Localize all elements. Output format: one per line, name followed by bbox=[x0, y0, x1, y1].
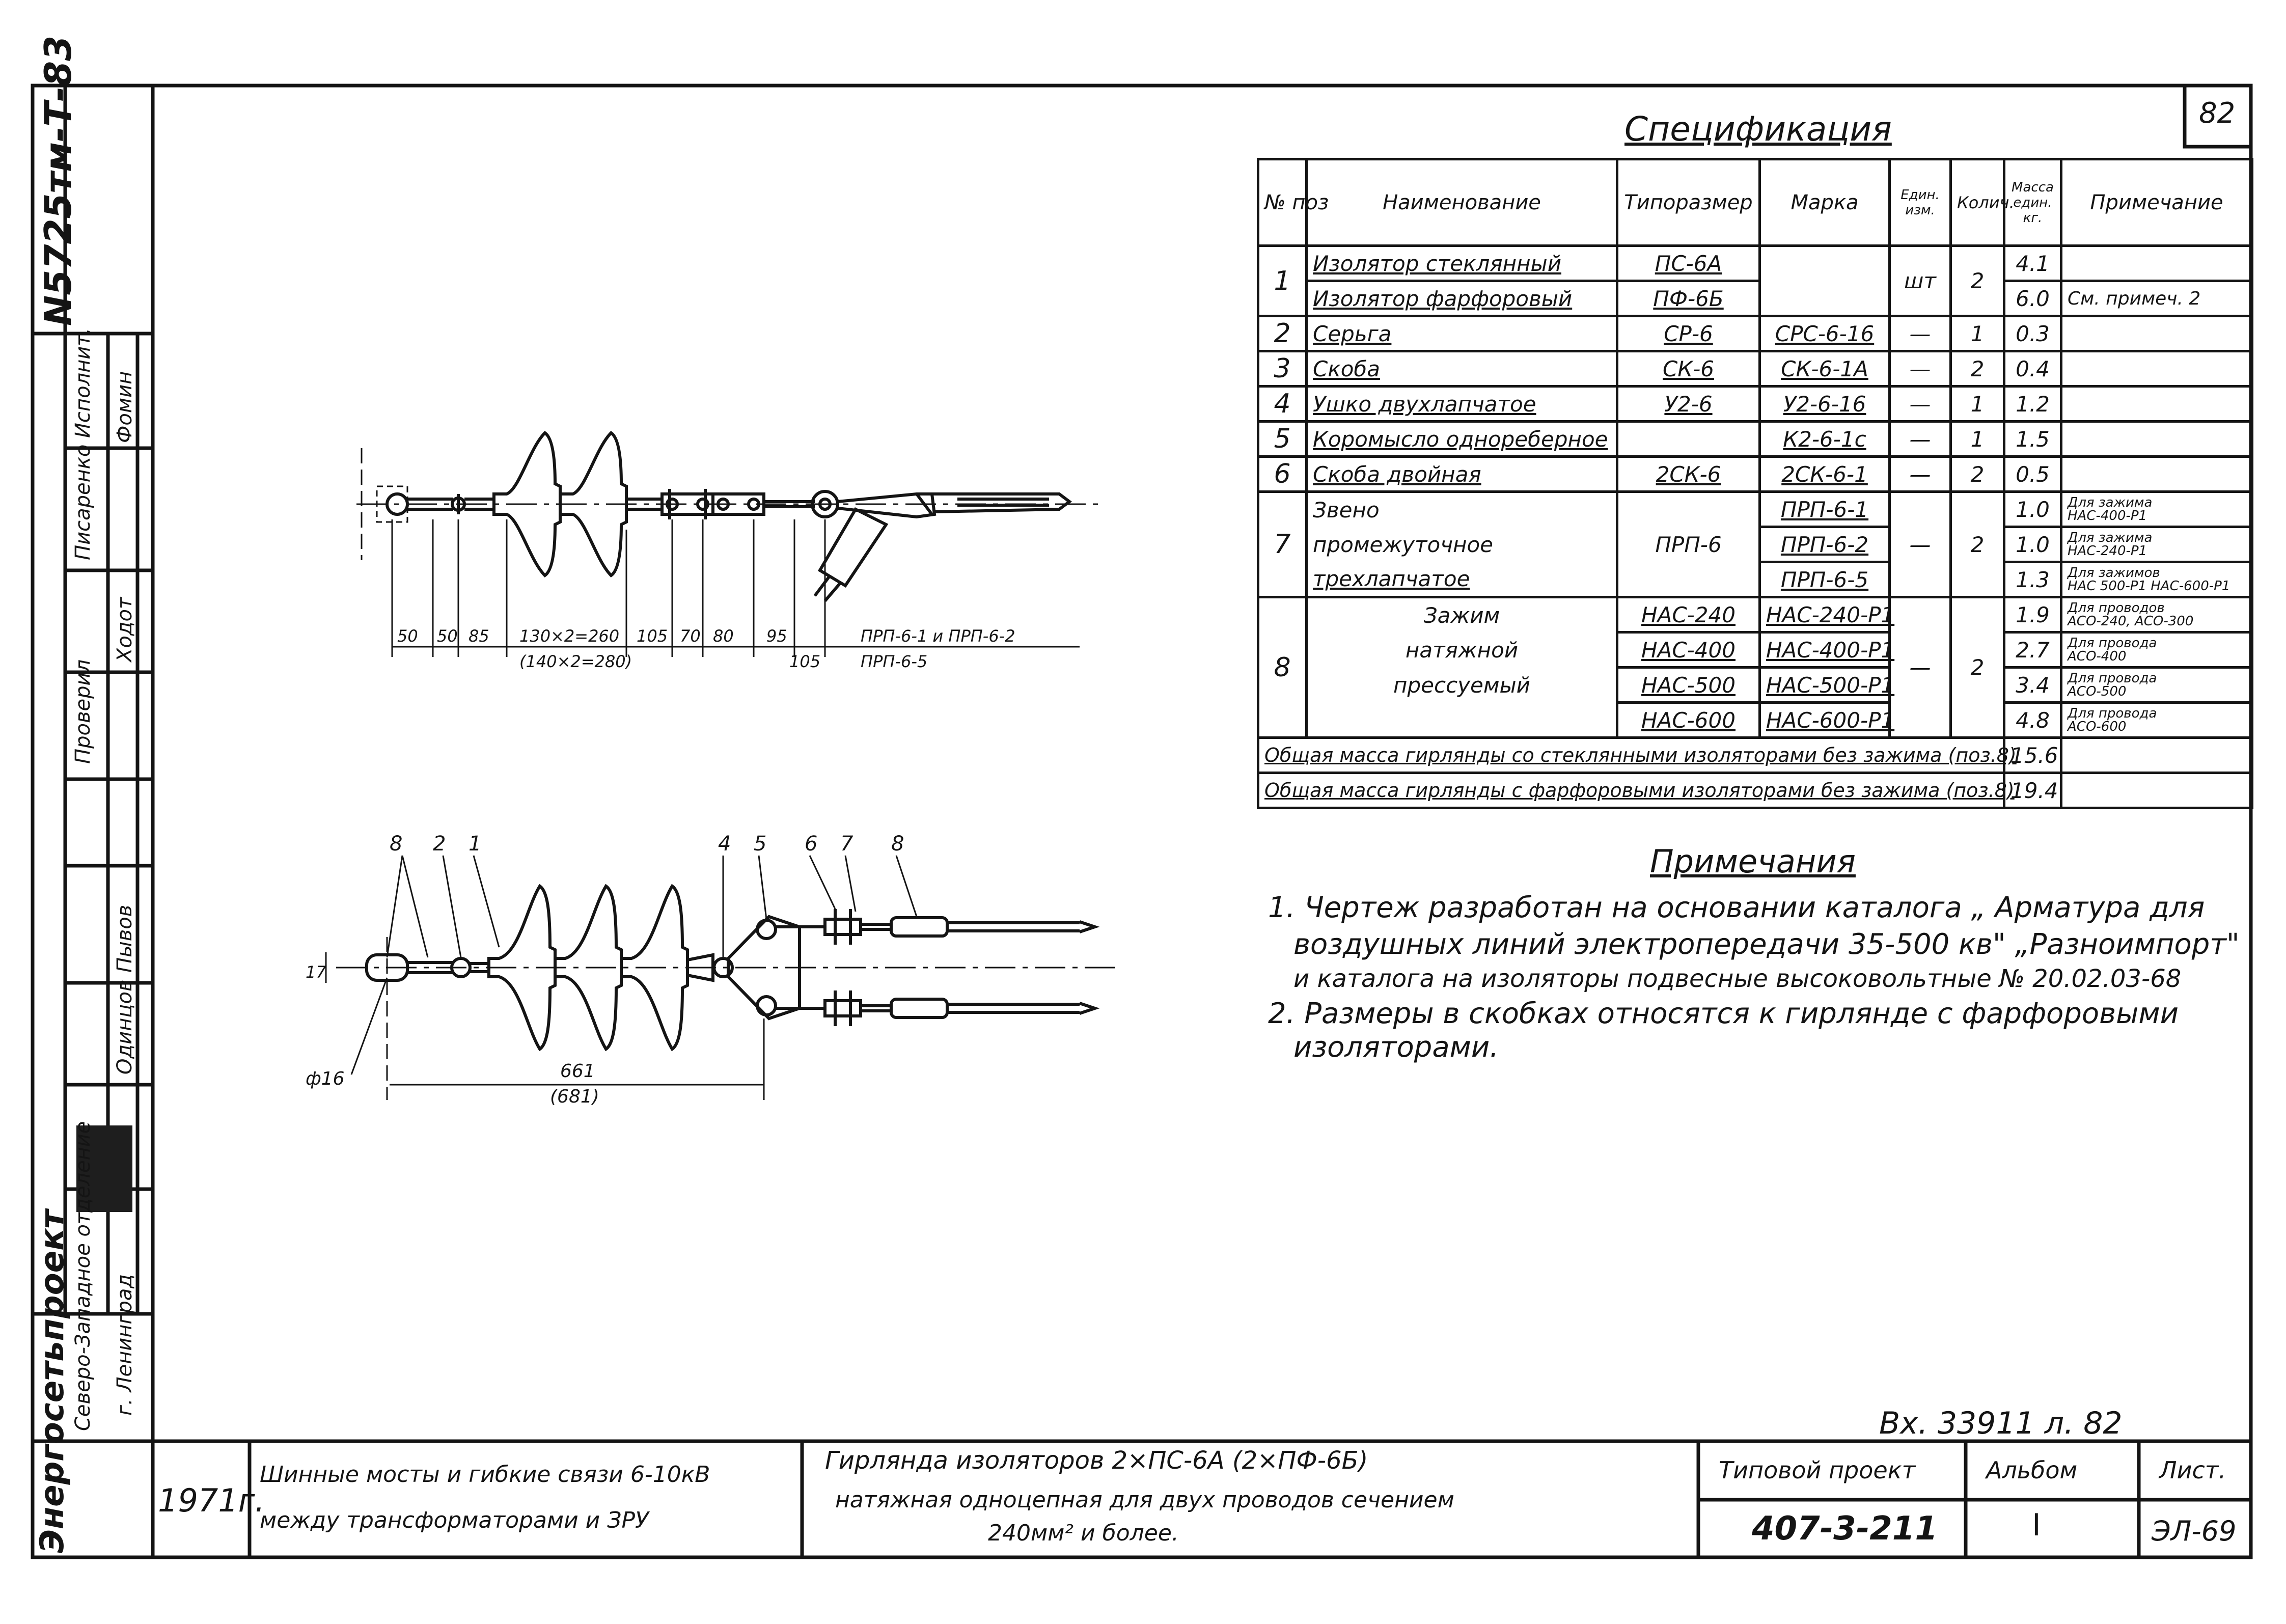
sheet-number: 82 bbox=[2199, 97, 2236, 130]
diameter-label: ф16 bbox=[306, 1068, 345, 1089]
note-7c bbox=[2061, 562, 2252, 597]
note-2-line-1: 2. Размеры в скобках относятся к гирлянде с фарфоровыми bbox=[1268, 997, 2179, 1030]
mass-3: 0.4 bbox=[2004, 351, 2061, 387]
org-city: г. Ленинград bbox=[113, 1274, 136, 1416]
qty-8: 2 bbox=[1951, 597, 2004, 738]
label-prp-65: ПРП-6-5 bbox=[861, 652, 928, 671]
total-porcelain-label: Общая масса гирлянды с фарфоровыми изоляторами без зажима (поз.8) bbox=[1258, 773, 2004, 808]
mass-5: 1.5 bbox=[2004, 422, 2061, 457]
mark-7a: ПРП-6-1 bbox=[1760, 492, 1890, 527]
dim-vertical: 17 bbox=[306, 962, 326, 982]
name-7c: трехлапчатое bbox=[1307, 562, 1617, 597]
total-porcelain-note bbox=[2061, 773, 2252, 808]
table-row bbox=[1258, 492, 2252, 527]
table-row bbox=[1258, 422, 2252, 457]
total-porcelain-value: 19.4 bbox=[2004, 773, 2061, 808]
size-6: 2СК-6 bbox=[1617, 457, 1760, 492]
mark-7b: ПРП-6-2 bbox=[1760, 527, 1890, 562]
name-8a: Зажим bbox=[1307, 597, 1617, 632]
stamp-role-1: Исполнит. bbox=[71, 327, 95, 438]
note-7a bbox=[2061, 492, 2252, 527]
callout-8a: 8 bbox=[390, 832, 403, 856]
unit-1: шт bbox=[1890, 246, 1951, 316]
dim-top-10: 105 bbox=[789, 652, 821, 671]
note-8c-l1: Для провода bbox=[2068, 671, 2157, 686]
pos-2: 2 bbox=[1258, 316, 1307, 351]
dim-top-1: 50 bbox=[397, 626, 418, 646]
unit-3: — bbox=[1890, 351, 1951, 387]
total-row-porcelain bbox=[1258, 773, 2252, 808]
dim-top-9: 95 bbox=[766, 626, 787, 646]
mass-7b: 1.0 bbox=[2004, 527, 2061, 562]
mass-6: 0.5 bbox=[2004, 457, 2061, 492]
archive-number: N5725тм-Т-83 bbox=[37, 35, 79, 326]
note-8b-l2: АСО-400 bbox=[2068, 649, 2127, 664]
dim-top-4: 130×2=260 bbox=[519, 626, 620, 646]
project-code: 407-3-211 bbox=[1752, 1510, 1938, 1548]
note-7c-l1: Для зажимов bbox=[2068, 565, 2160, 581]
stamp-role-3: Ходот bbox=[113, 597, 136, 662]
qty-2: 1 bbox=[1951, 316, 2004, 351]
dim-top-7: 70 bbox=[680, 626, 701, 646]
inventory-note: Вх. 33911 л. 82 bbox=[1879, 1406, 2123, 1441]
sheet-code: ЭЛ-69 bbox=[2152, 1515, 2237, 1547]
callout-5: 5 bbox=[754, 832, 767, 856]
qty-1: 2 bbox=[1951, 246, 2004, 316]
note-1-line-2: воздушных линий электропередачи 35-500 кв" „Разноимпорт" bbox=[1293, 928, 2240, 961]
note-8a-l1: Для проводов bbox=[2068, 600, 2165, 616]
length-alt-label: (681) bbox=[550, 1086, 599, 1107]
note-8a-l2: АСО-240, АСО-300 bbox=[2068, 614, 2194, 629]
mark-5: К2-6-1с bbox=[1760, 422, 1890, 457]
unit-4: — bbox=[1890, 387, 1951, 422]
note-8d-l1: Для провода bbox=[2068, 706, 2157, 721]
header-unit: Един. изм. bbox=[1890, 159, 1951, 246]
mark-8b: НАС-400-Р1 bbox=[1760, 632, 1890, 668]
qty-5: 1 bbox=[1951, 422, 2004, 457]
pos-6: 6 bbox=[1258, 457, 1307, 492]
pos-1: 1 bbox=[1258, 246, 1307, 316]
pos-7: 7 bbox=[1258, 492, 1307, 597]
length-label: 661 bbox=[560, 1061, 595, 1082]
notes-title: Примечания bbox=[1650, 843, 1856, 880]
note-2-line-2: изоляторами. bbox=[1293, 1031, 1499, 1064]
note-6 bbox=[2061, 457, 2252, 492]
unit-5: — bbox=[1890, 422, 1951, 457]
pos-3: 3 bbox=[1258, 351, 1307, 387]
spec-header-row bbox=[1258, 159, 2252, 246]
insulator-string-side-view bbox=[285, 825, 1151, 1151]
header-name: Наименование bbox=[1307, 159, 1617, 246]
qty-3: 2 bbox=[1951, 351, 2004, 387]
note-1a bbox=[2061, 246, 2252, 281]
callout-1: 1 bbox=[469, 832, 482, 856]
size-3: СК-6 bbox=[1617, 351, 1760, 387]
org-name: Энергосетьпроект bbox=[34, 1209, 71, 1553]
mass-4: 1.2 bbox=[2004, 387, 2061, 422]
header-qty: Колич. bbox=[1951, 159, 2004, 246]
name-7b: промежуточное bbox=[1307, 527, 1617, 562]
mark-8a: НАС-240-Р1 bbox=[1760, 597, 1890, 632]
size-4: У2-6 bbox=[1617, 387, 1760, 422]
drawing-title-line-1: Гирлянда изоляторов 2×ПС-6А (2×ПФ-6Б) bbox=[825, 1446, 1368, 1475]
header-mark: Марка bbox=[1760, 159, 1890, 246]
drawing-title-line-2: натяжная одноцепная для двух проводов сечением bbox=[835, 1487, 1454, 1513]
name-4: Ушко двухлапчатое bbox=[1307, 387, 1617, 422]
year: 1971г. bbox=[158, 1482, 265, 1519]
spec-table bbox=[1257, 158, 2253, 809]
mass-8c: 3.4 bbox=[2004, 668, 2061, 703]
unit-2: — bbox=[1890, 316, 1951, 351]
note-7b-l1: Для зажима bbox=[2068, 530, 2153, 545]
qty-4: 1 bbox=[1951, 387, 2004, 422]
album-value: I bbox=[2032, 1507, 2041, 1543]
header-pos: № поз bbox=[1258, 159, 1307, 246]
callout-2: 2 bbox=[433, 832, 446, 856]
name-1a: Изолятор стеклянный bbox=[1307, 246, 1617, 281]
header-size: Типоразмер bbox=[1617, 159, 1760, 246]
note-8c-l2: АСО-500 bbox=[2068, 684, 2127, 699]
size-1b: ПФ-6Б bbox=[1617, 281, 1760, 316]
dim-top-2: 50 bbox=[437, 626, 458, 646]
table-row bbox=[1258, 387, 2252, 422]
mark-4: У2-6-16 bbox=[1760, 387, 1890, 422]
stamp-name-3: Одинцов bbox=[113, 979, 136, 1075]
note-7a-l1: Для зажима bbox=[2068, 495, 2153, 510]
mark-2: СРС-6-16 bbox=[1760, 316, 1890, 351]
note-1-line-3: и каталога на изоляторы подвесные высоковольтные № 20.02.03-68 bbox=[1293, 965, 2182, 993]
header-mass: Масса един. кг. bbox=[2004, 159, 2061, 246]
unit-7: — bbox=[1890, 492, 1951, 597]
dim-top-8: 80 bbox=[713, 626, 734, 646]
total-glass-note bbox=[2061, 738, 2252, 773]
note-7b-l2: НАС-240-Р1 bbox=[2068, 543, 2147, 559]
size-7: ПРП-6 bbox=[1617, 492, 1760, 597]
mass-7a: 1.0 bbox=[2004, 492, 2061, 527]
total-glass-label: Общая масса гирлянды со стеклянными изоляторами без зажима (поз.8) bbox=[1258, 738, 2004, 773]
note-7a-l2: НАС-400-Р1 bbox=[2068, 508, 2147, 524]
name-8b: натяжной bbox=[1307, 632, 1617, 668]
qty-7: 2 bbox=[1951, 492, 2004, 597]
stamp-name-1: Фомин bbox=[113, 371, 136, 443]
name-8d bbox=[1307, 703, 1617, 738]
size-8d: НАС-600 bbox=[1617, 703, 1760, 738]
mass-8d: 4.8 bbox=[2004, 703, 2061, 738]
note-7c-l2: НАС 500-Р1 НАС-600-Р1 bbox=[2068, 579, 2230, 594]
callout-7: 7 bbox=[840, 832, 853, 856]
size-8c: НАС-500 bbox=[1617, 668, 1760, 703]
pos-4: 4 bbox=[1258, 387, 1307, 422]
note-5 bbox=[2061, 422, 2252, 457]
table-row bbox=[1258, 597, 2252, 632]
size-5 bbox=[1617, 422, 1760, 457]
mass-8a: 1.9 bbox=[2004, 597, 2061, 632]
note-8a bbox=[2061, 597, 2252, 632]
stamp-name-2: Писаренко bbox=[71, 444, 95, 560]
note-8b-l1: Для провода bbox=[2068, 636, 2157, 651]
pos-5: 5 bbox=[1258, 422, 1307, 457]
table-row bbox=[1258, 246, 2252, 281]
note-3 bbox=[2061, 351, 2252, 387]
mark-1 bbox=[1760, 246, 1890, 316]
table-row bbox=[1258, 281, 2252, 316]
album-label: Альбом bbox=[1986, 1456, 2078, 1484]
mark-8c: НАС-500-Р1 bbox=[1760, 668, 1890, 703]
insulator-string-top-view bbox=[306, 418, 1120, 703]
name-2: Серьга bbox=[1307, 316, 1617, 351]
pos-8: 8 bbox=[1258, 597, 1307, 738]
note-8d-l2: АСО-600 bbox=[2068, 719, 2127, 734]
callout-6: 6 bbox=[805, 832, 818, 856]
mark-3: СК-6-1А bbox=[1760, 351, 1890, 387]
drawing-title-line-3: 240мм² и более. bbox=[988, 1520, 1179, 1546]
org-branch: Северо-Западное отделение bbox=[71, 1121, 95, 1431]
note-1-line-1: 1. Чертеж разработан на основании каталога „ Арматура для bbox=[1268, 891, 2205, 924]
mark-8d: НАС-600-Р1 bbox=[1760, 703, 1890, 738]
note-7b bbox=[2061, 527, 2252, 562]
total-glass-value: 15.6 bbox=[2004, 738, 2061, 773]
table-row bbox=[1258, 703, 2252, 738]
size-8b: НАС-400 bbox=[1617, 632, 1760, 668]
name-7a: Звено bbox=[1307, 492, 1617, 527]
note-4 bbox=[2061, 387, 2252, 422]
name-8c: прессуемый bbox=[1307, 668, 1617, 703]
mass-7c: 1.3 bbox=[2004, 562, 2061, 597]
spec-title: Спецификация bbox=[1624, 109, 1892, 149]
dim-top-3: 85 bbox=[469, 626, 489, 646]
stamp-role-4: Пывов bbox=[113, 904, 136, 973]
note-8d bbox=[2061, 703, 2252, 738]
mass-8b: 2.7 bbox=[2004, 632, 2061, 668]
mass-2: 0.3 bbox=[2004, 316, 2061, 351]
table-row bbox=[1258, 316, 2252, 351]
sheet-label: Лист. bbox=[2159, 1456, 2226, 1484]
mass-1b: 6.0 bbox=[2004, 281, 2061, 316]
header-note: Примечание bbox=[2061, 159, 2252, 246]
table-row bbox=[1258, 457, 2252, 492]
unit-8: — bbox=[1890, 597, 1951, 738]
typical-project-label: Типовой проект bbox=[1719, 1456, 1916, 1484]
note-8b bbox=[2061, 632, 2252, 668]
subject-line-2: между трансформаторами и ЗРУ bbox=[260, 1507, 649, 1533]
table-row bbox=[1258, 632, 2252, 668]
qty-6: 2 bbox=[1951, 457, 2004, 492]
dim-top-6: 105 bbox=[637, 626, 668, 646]
note-8c bbox=[2061, 668, 2252, 703]
callout-4: 4 bbox=[718, 832, 731, 856]
name-3: Скоба bbox=[1307, 351, 1617, 387]
subject-line-1: Шинные мосты и гибкие связи 6-10кВ bbox=[260, 1462, 710, 1488]
size-8a: НАС-240 bbox=[1617, 597, 1760, 632]
note-1b: См. примеч. 2 bbox=[2061, 281, 2252, 316]
label-prp-61: ПРП-6-1 и ПРП-6-2 bbox=[861, 626, 1015, 646]
stamp-role-2: Проверил bbox=[71, 659, 95, 764]
unit-6: — bbox=[1890, 457, 1951, 492]
callout-8b: 8 bbox=[891, 832, 904, 856]
note-2 bbox=[2061, 316, 2252, 351]
table-row bbox=[1258, 351, 2252, 387]
name-6: Скоба двойная bbox=[1307, 457, 1617, 492]
size-1a: ПС-6А bbox=[1617, 246, 1760, 281]
total-row-glass bbox=[1258, 738, 2252, 773]
mark-7c: ПРП-6-5 bbox=[1760, 562, 1890, 597]
table-row bbox=[1258, 668, 2252, 703]
name-1b: Изолятор фарфоровый bbox=[1307, 281, 1617, 316]
mass-1a: 4.1 bbox=[2004, 246, 2061, 281]
dim-top-5: (140×2=280) bbox=[519, 652, 632, 671]
size-2: СР-6 bbox=[1617, 316, 1760, 351]
mark-6: 2СК-6-1 bbox=[1760, 457, 1890, 492]
name-5: Коромысло однореберное bbox=[1307, 422, 1617, 457]
